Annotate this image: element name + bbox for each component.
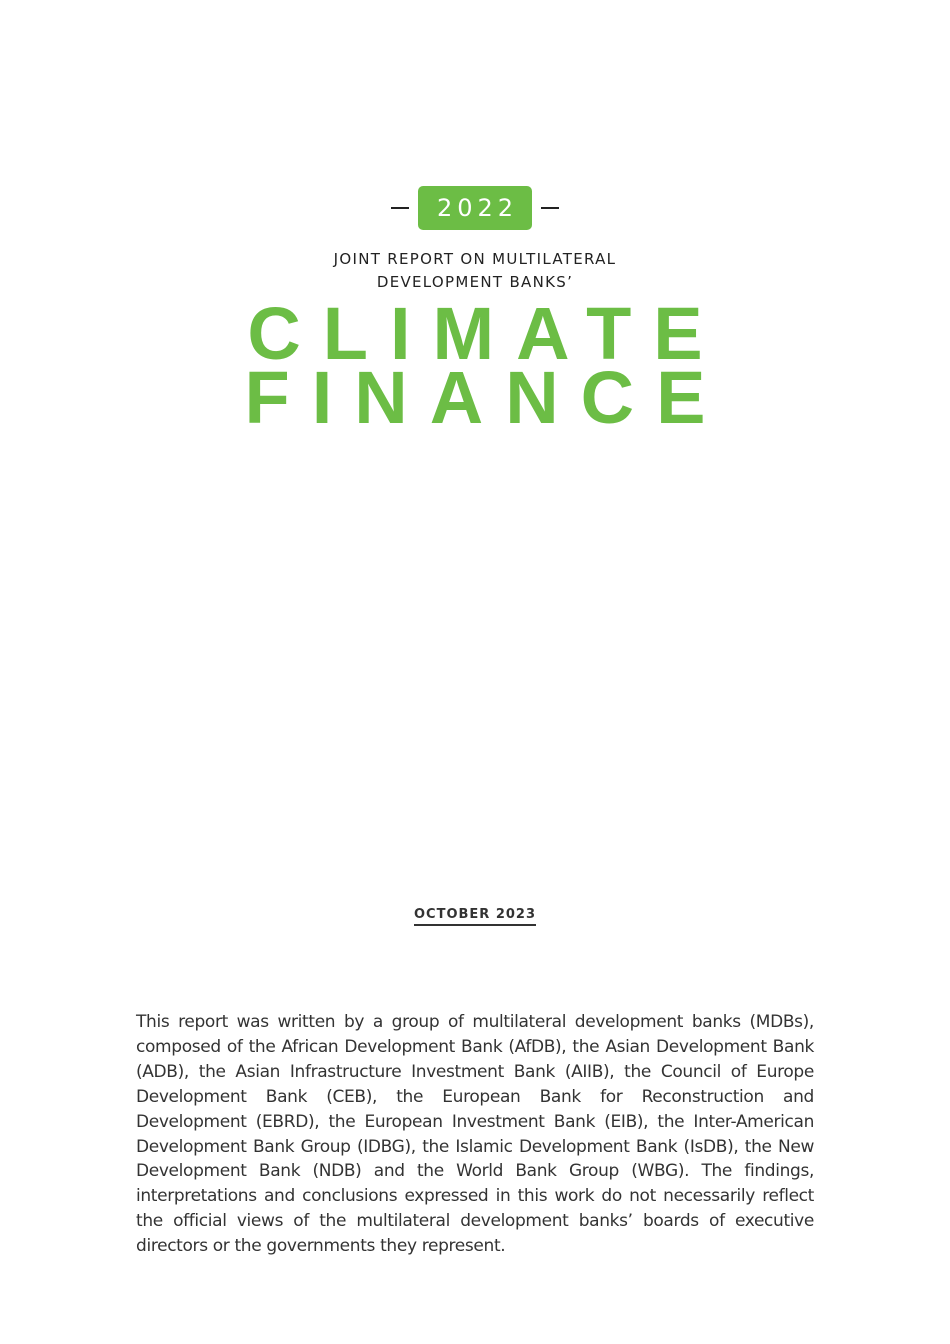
title-line-2: FINANCE: [244, 356, 728, 439]
report-title: [0, 292, 950, 439]
report-subtitle: [0, 248, 950, 294]
year-badge: 2022: [418, 186, 532, 230]
subtitle-line-1: JOINT REPORT ON MULTILATERAL: [333, 250, 617, 268]
publication-date: OCTOBER 2023: [414, 907, 536, 926]
left-dash-divider: [391, 207, 409, 209]
year-header: [0, 186, 950, 230]
right-dash-divider: [541, 207, 559, 209]
title-line-1: CLIMATE: [247, 292, 725, 375]
publication-date-block: [0, 905, 950, 926]
subtitle-line-2: DEVELOPMENT BANKS’: [376, 273, 574, 291]
disclaimer-paragraph: This report was written by a group of multilateral development banks (MDBs), composed of the African Development Bank (AfDB), the Asian Development Bank (ADB), the Asian Infrastructure Investment Bank (AIIB), the Council of Europe Development Bank (CEB), the European Bank for Reconstruction and Development (EBRD), the European Investment Bank (EIB), the Inter-American Development Bank Group (IDBG), the Islamic Development Bank (IsDB), the New Development Bank (NDB) and the World Bank Group (WBG). The findings, interpretations and conclusions expressed in this work do not necessarily reflect the official views of the multilateral development banks’ boards of executive directors or the governments they represent.: [136, 1012, 814, 1257]
